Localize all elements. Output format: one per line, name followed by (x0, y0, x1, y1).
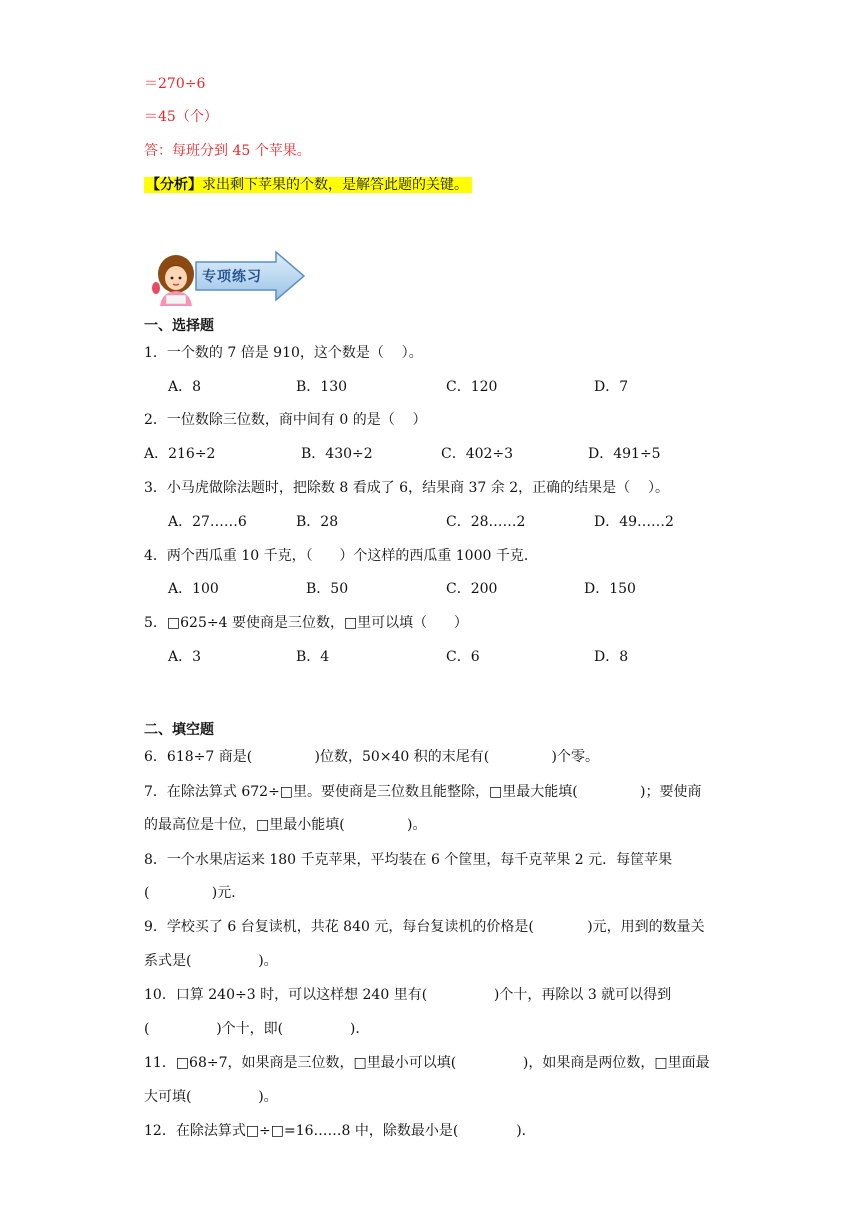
fill-line-6: 6．618÷7 商是( )位数，50×40 积的末尾有( )个零。 (144, 749, 599, 765)
q4-option-c: C．200 (446, 581, 498, 597)
banner-label: 专项练习 (202, 269, 262, 285)
fill-line-7a: 7．在除法算式 672÷□里。要使商是三位数且能整除，□里最大能填( )；要使商 (144, 784, 702, 800)
fill-line-8a: 8．一个水果店运来 180 千克苹果，平均装在 6 个筐里，每千克苹果 2 元．每筐苹果 (144, 852, 673, 868)
section-title-choice: 一、选择题 (144, 318, 214, 334)
fill-line-9b: 系式是( )。 (144, 953, 278, 969)
q1-option-d: D．7 (594, 379, 629, 395)
q5-option-d: D．8 (594, 649, 629, 665)
question-2: 2．一位数除三位数，商中间有 0 的是（ ） (144, 412, 427, 428)
fill-line-7b: 的最高位是十位，□里最小能填( )。 (144, 817, 427, 833)
q1-option-a: A．8 (168, 379, 202, 395)
q4-option-a: A．100 (168, 581, 219, 597)
q1-option-b: B．130 (296, 379, 348, 395)
analysis-tag: 【分析】 (146, 177, 202, 193)
q2-option-c: C．402÷3 (441, 446, 514, 462)
question-4: 4．两个西瓜重 10 千克，（ ）个这样的西瓜重 1000 千克． (144, 548, 538, 564)
q5-option-b: B．4 (296, 649, 330, 665)
q3-option-b: B．28 (296, 514, 339, 530)
q2-option-a: A．216÷2 (144, 446, 216, 462)
q2-option-b: B．430÷2 (301, 446, 373, 462)
q4-option-b: B．50 (306, 581, 349, 597)
fill-line-10a: 10．口算 240÷3 时，可以这样想 240 里有( )个十，再除以 3 就可以得到 (144, 987, 672, 1003)
fill-line-10b: ( )个十，即( )． (144, 1021, 370, 1037)
question-5: 5．□625÷4 要使商是三位数，□里可以填（ ） (144, 615, 468, 631)
q2-option-d: D．491÷5 (588, 446, 661, 462)
fill-line-9a: 9．学校买了 6 台复读机，共花 840 元，每台复读机的价格是( )元，用到的数量关 (144, 919, 705, 935)
q3-option-d: D．49……2 (594, 514, 674, 530)
section-title-fill: 二、填空题 (144, 722, 214, 738)
q5-option-c: C．6 (446, 649, 480, 665)
q1-option-c: C．120 (446, 379, 498, 395)
q3-option-c: C．28……2 (446, 514, 526, 530)
solution-line-1: ＝270÷6 (144, 76, 206, 92)
practice-banner (150, 248, 306, 306)
q4-option-d: D．150 (584, 581, 636, 597)
q3-option-a: A．27……6 (168, 514, 247, 530)
solution-line-2: ＝45（个） (144, 109, 218, 125)
fill-line-11a: 11．□68÷7，如果商是三位数，□里最小可以填( )，如果商是两位数，□里面最 (144, 1055, 710, 1071)
solution-answer: 答：每班分到 45 个苹果。 (144, 143, 311, 159)
fill-line-12: 12．在除法算式□÷□=16……8 中，除数最小是( )． (144, 1123, 536, 1139)
fill-line-8b: ( )元． (144, 885, 246, 901)
question-1: 1．一个数的 7 倍是 910，这个数是（ ）。 (144, 345, 423, 361)
analysis-line (144, 175, 472, 195)
fill-line-11b: 大可填( )。 (144, 1089, 278, 1105)
analysis-text: 求出剩下苹果的个数，是解答此题的关键。 (202, 177, 468, 193)
question-3: 3．小马虎做除法题时，把除数 8 看成了 6，结果商 37 余 2，正确的结果是（ ）。 (144, 480, 669, 496)
q5-option-a: A．3 (168, 649, 202, 665)
